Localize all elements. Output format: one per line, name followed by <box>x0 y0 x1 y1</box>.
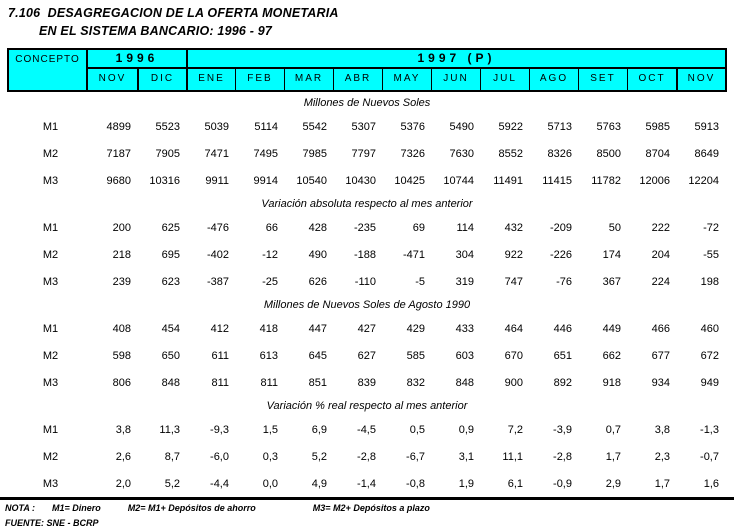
data-cell: 412 <box>210 322 229 335</box>
data-cell: 1,5 <box>262 423 278 436</box>
data-cell: 645 <box>308 349 327 362</box>
month-header-1997-jun: JUN <box>431 69 480 90</box>
data-cell: 11782 <box>591 174 621 187</box>
table-header <box>7 48 727 92</box>
month-header-1997-may: MAY <box>382 69 431 90</box>
data-cell: 7630 <box>449 147 474 160</box>
data-cell: 922 <box>504 248 523 261</box>
data-cell: 5985 <box>645 120 670 133</box>
data-cell: 623 <box>161 275 180 288</box>
data-cell: 6,1 <box>507 477 523 490</box>
month-header-1997-set: SET <box>578 69 627 90</box>
table-row-m3-s3 <box>9 369 725 396</box>
data-cell: 8326 <box>547 147 572 160</box>
data-cell: 428 <box>308 221 327 234</box>
data-cell: 239 <box>112 275 131 288</box>
data-cell: 603 <box>455 349 474 362</box>
nota-item-m3: M3= M2+ Depósitos a plazo <box>312 503 430 513</box>
data-cell: 934 <box>651 376 670 389</box>
fuente-line: FUENTE: SNE - BCRP <box>5 518 99 528</box>
data-cell: 811 <box>260 376 278 389</box>
data-cell: 10430 <box>345 174 376 187</box>
data-cell: 9914 <box>253 174 278 187</box>
month-header-1997-jul: JUL <box>480 69 529 90</box>
data-cell: 432 <box>504 221 523 234</box>
data-cell: 12204 <box>688 174 719 187</box>
data-cell: 949 <box>700 376 719 389</box>
data-cell: 460 <box>700 322 719 335</box>
data-cell: 747 <box>504 275 523 288</box>
data-cell: -387 <box>206 275 229 288</box>
data-cell: 7797 <box>351 147 376 160</box>
nota-row <box>5 503 731 513</box>
month-header-1997-ago: AGO <box>529 69 578 90</box>
data-cell: 222 <box>651 221 670 234</box>
row-label-m3: M3 <box>42 174 59 187</box>
data-cell: 918 <box>602 376 621 389</box>
row-label-m1: M1 <box>42 322 59 335</box>
data-cell: 446 <box>553 322 572 335</box>
data-cell: 626 <box>308 275 327 288</box>
data-cell: 5922 <box>498 120 523 133</box>
month-header-1996-nov: NOV <box>98 73 127 84</box>
data-cell: -110 <box>354 275 376 288</box>
bottom-rule <box>0 497 734 500</box>
data-cell: 651 <box>553 349 572 362</box>
data-cell: 11491 <box>493 174 523 187</box>
data-cell: 4,9 <box>311 477 327 490</box>
data-cell: -6,0 <box>210 450 229 463</box>
row-label-m1: M1 <box>42 423 59 436</box>
table-row-m1-s3 <box>9 315 725 342</box>
data-cell: -12 <box>262 248 278 261</box>
data-cell: 304 <box>455 248 474 261</box>
data-cell: 900 <box>504 376 523 389</box>
data-cell: -2,8 <box>553 450 572 463</box>
data-cell: 672 <box>700 349 719 362</box>
data-cell: -0,8 <box>406 477 425 490</box>
data-cell: 11,3 <box>159 423 180 436</box>
table-body <box>9 93 725 497</box>
data-cell: 10540 <box>296 174 327 187</box>
nota-item-m1: M1= Dinero <box>52 503 101 513</box>
data-cell: 490 <box>308 248 327 261</box>
table-row-m3-s1 <box>9 167 725 194</box>
data-cell: 5763 <box>596 120 621 133</box>
data-cell: 2,0 <box>115 477 131 490</box>
data-cell: -76 <box>556 275 572 288</box>
data-cell: 367 <box>602 275 621 288</box>
month-header-1997-nov: NOV <box>676 69 725 90</box>
data-cell: 7495 <box>253 147 278 160</box>
month-header-1997-feb: FEB <box>235 69 284 90</box>
data-cell: 625 <box>161 221 180 234</box>
data-cell: 408 <box>112 322 131 335</box>
month-header-1997-ene: ENE <box>186 69 235 90</box>
data-cell: 8500 <box>596 147 621 160</box>
data-cell: 848 <box>161 376 180 389</box>
data-cell: 50 <box>608 221 621 234</box>
data-cell: 650 <box>161 349 180 362</box>
data-cell: 662 <box>602 349 621 362</box>
data-cell: 627 <box>357 349 376 362</box>
table-row-m2-s4 <box>9 443 725 470</box>
data-cell: 0,3 <box>262 450 278 463</box>
data-cell: 5713 <box>547 120 572 133</box>
concepto-header-cell: CONCEPTO <box>9 50 88 90</box>
data-cell: 319 <box>455 275 474 288</box>
data-cell: 418 <box>259 322 278 335</box>
data-cell: 7187 <box>106 147 131 160</box>
table-row-m3-s2 <box>9 268 725 295</box>
data-cell: 200 <box>112 221 131 234</box>
data-cell: -476 <box>206 221 229 234</box>
data-cell: -72 <box>703 221 719 234</box>
table-row-m1-s4 <box>9 416 725 443</box>
section-heading-1: Millones de Nuevos Soles <box>303 97 431 109</box>
row-label-m1: M1 <box>42 221 59 234</box>
year-group-1997: 1997 (P) <box>186 50 725 69</box>
data-cell: 9680 <box>106 174 131 187</box>
data-cell: -1,3 <box>700 423 719 436</box>
data-cell: -5 <box>415 275 425 288</box>
data-cell: 7985 <box>302 147 327 160</box>
data-cell: -471 <box>402 248 425 261</box>
data-cell: 8649 <box>694 147 719 160</box>
data-cell: 2,9 <box>605 477 621 490</box>
data-cell: 5523 <box>155 120 180 133</box>
data-cell: 670 <box>504 349 523 362</box>
data-cell: -0,9 <box>553 477 572 490</box>
data-cell: 7,2 <box>507 423 523 436</box>
data-cell: 3,8 <box>654 423 670 436</box>
data-cell: 5542 <box>302 120 327 133</box>
data-cell: -4,5 <box>357 423 376 436</box>
data-cell: 8704 <box>645 147 670 160</box>
row-label-m2: M2 <box>42 450 59 463</box>
data-cell: -209 <box>549 221 572 234</box>
data-cell: 11,1 <box>502 450 523 463</box>
data-cell: -55 <box>703 248 719 261</box>
title-line-1: 7.106 DESAGREGACION DE LA OFERTA MONETARIA <box>8 6 339 20</box>
month-header-1996-dic: DIC <box>137 69 186 90</box>
footer <box>5 503 731 528</box>
data-cell: 174 <box>602 248 621 261</box>
data-cell: 11415 <box>542 174 572 187</box>
table-row-m1-s2 <box>9 214 725 241</box>
data-cell: 5039 <box>204 120 229 133</box>
data-cell: 0,5 <box>409 423 425 436</box>
data-cell: 892 <box>553 376 572 389</box>
data-cell: 224 <box>651 275 670 288</box>
data-cell: 1,9 <box>458 477 474 490</box>
data-cell: -25 <box>262 275 278 288</box>
data-cell: -3,9 <box>553 423 572 436</box>
row-label-m2: M2 <box>42 349 59 362</box>
data-cell: 66 <box>265 221 278 234</box>
data-cell: 198 <box>700 275 719 288</box>
data-cell: 7326 <box>400 147 425 160</box>
data-cell: 10316 <box>149 174 180 187</box>
data-cell: 611 <box>211 349 229 362</box>
section-heading-2: Variación absoluta respecto al mes anterior <box>261 198 473 210</box>
data-cell: 1,7 <box>605 450 621 463</box>
data-cell: 9911 <box>205 174 229 187</box>
data-cell: 8,7 <box>164 450 180 463</box>
data-cell: 677 <box>651 349 670 362</box>
data-cell: 806 <box>112 376 131 389</box>
data-cell: -235 <box>353 221 376 234</box>
row-label-m3: M3 <box>42 275 59 288</box>
data-cell: 695 <box>161 248 180 261</box>
data-cell: 851 <box>308 376 327 389</box>
data-cell: 204 <box>651 248 670 261</box>
data-cell: -6,7 <box>406 450 425 463</box>
data-cell: 114 <box>456 221 474 234</box>
data-cell: -2,8 <box>357 450 376 463</box>
data-cell: 69 <box>412 221 425 234</box>
row-label-m2: M2 <box>42 248 59 261</box>
data-cell: 7905 <box>155 147 180 160</box>
table-row-m2-s2 <box>9 241 725 268</box>
table-row-m2-s1 <box>9 140 725 167</box>
nota-item-m2: M2= M1+ Depósitos de ahorro <box>127 503 256 513</box>
nota-label: NOTA : <box>5 503 35 513</box>
data-cell: -188 <box>353 248 376 261</box>
table-row-m3-s4 <box>9 470 725 497</box>
data-cell: 449 <box>602 322 621 335</box>
section-heading-3: Millones de Nuevos Soles de Agosto 1990 <box>263 299 471 311</box>
data-cell: -0,7 <box>700 450 719 463</box>
data-cell: 4899 <box>106 120 131 133</box>
year-group-1996: 1996 <box>88 50 186 69</box>
data-cell: -1,4 <box>357 477 376 490</box>
data-cell: 3,8 <box>115 423 131 436</box>
data-cell: 598 <box>112 349 131 362</box>
data-cell: 5307 <box>351 120 376 133</box>
data-cell: 464 <box>504 322 523 335</box>
data-cell: 811 <box>211 376 229 389</box>
data-cell: 433 <box>455 322 474 335</box>
data-cell: 218 <box>112 248 131 261</box>
data-cell: -4,4 <box>210 477 229 490</box>
data-cell: 1,6 <box>703 477 719 490</box>
month-header-1997-mar: MAR <box>284 69 333 90</box>
data-cell: 585 <box>406 349 425 362</box>
data-cell: 2,3 <box>654 450 670 463</box>
data-cell: -226 <box>549 248 572 261</box>
data-cell: 5114 <box>254 120 278 133</box>
data-cell: 8552 <box>498 147 523 160</box>
data-cell: -9,3 <box>210 423 229 436</box>
data-cell: 10425 <box>394 174 425 187</box>
data-cell: 427 <box>357 322 376 335</box>
data-cell: 5,2 <box>311 450 327 463</box>
row-label-m3: M3 <box>42 376 59 389</box>
month-header-1997-oct: OCT <box>627 69 676 90</box>
row-label-m2: M2 <box>42 147 59 160</box>
data-cell: 5376 <box>400 120 425 133</box>
data-cell: 832 <box>406 376 425 389</box>
row-label-m3: M3 <box>42 477 59 490</box>
data-cell: 1,7 <box>654 477 670 490</box>
data-cell: 10744 <box>443 174 474 187</box>
data-cell: 5,2 <box>164 477 180 490</box>
data-cell: 429 <box>406 322 425 335</box>
data-cell: 613 <box>259 349 278 362</box>
data-cell: 848 <box>455 376 474 389</box>
data-cell: 0,7 <box>605 423 621 436</box>
data-cell: 5490 <box>449 120 474 133</box>
title-line-2: EN EL SISTEMA BANCARIO: 1996 - 97 <box>39 24 273 38</box>
data-cell: 454 <box>161 322 180 335</box>
month-header-1997-abr: ABR <box>333 69 382 90</box>
data-cell: 12006 <box>639 174 670 187</box>
data-cell: 839 <box>357 376 376 389</box>
table-row-m2-s3 <box>9 342 725 369</box>
data-cell: 0,9 <box>458 423 474 436</box>
data-cell: 6,9 <box>311 423 327 436</box>
data-cell: 7471 <box>204 147 229 160</box>
data-cell: 5913 <box>694 120 719 133</box>
table-row-m1-s1 <box>9 113 725 140</box>
data-cell: 447 <box>308 322 327 335</box>
section-heading-4: Variación % real respecto al mes anterior <box>266 400 468 412</box>
data-cell: 0,0 <box>262 477 278 490</box>
data-cell: -402 <box>206 248 229 261</box>
report-title <box>8 6 339 38</box>
data-cell: 3,1 <box>458 450 474 463</box>
data-cell: 466 <box>651 322 670 335</box>
data-cell: 2,6 <box>115 450 131 463</box>
row-label-m1: M1 <box>42 120 59 133</box>
